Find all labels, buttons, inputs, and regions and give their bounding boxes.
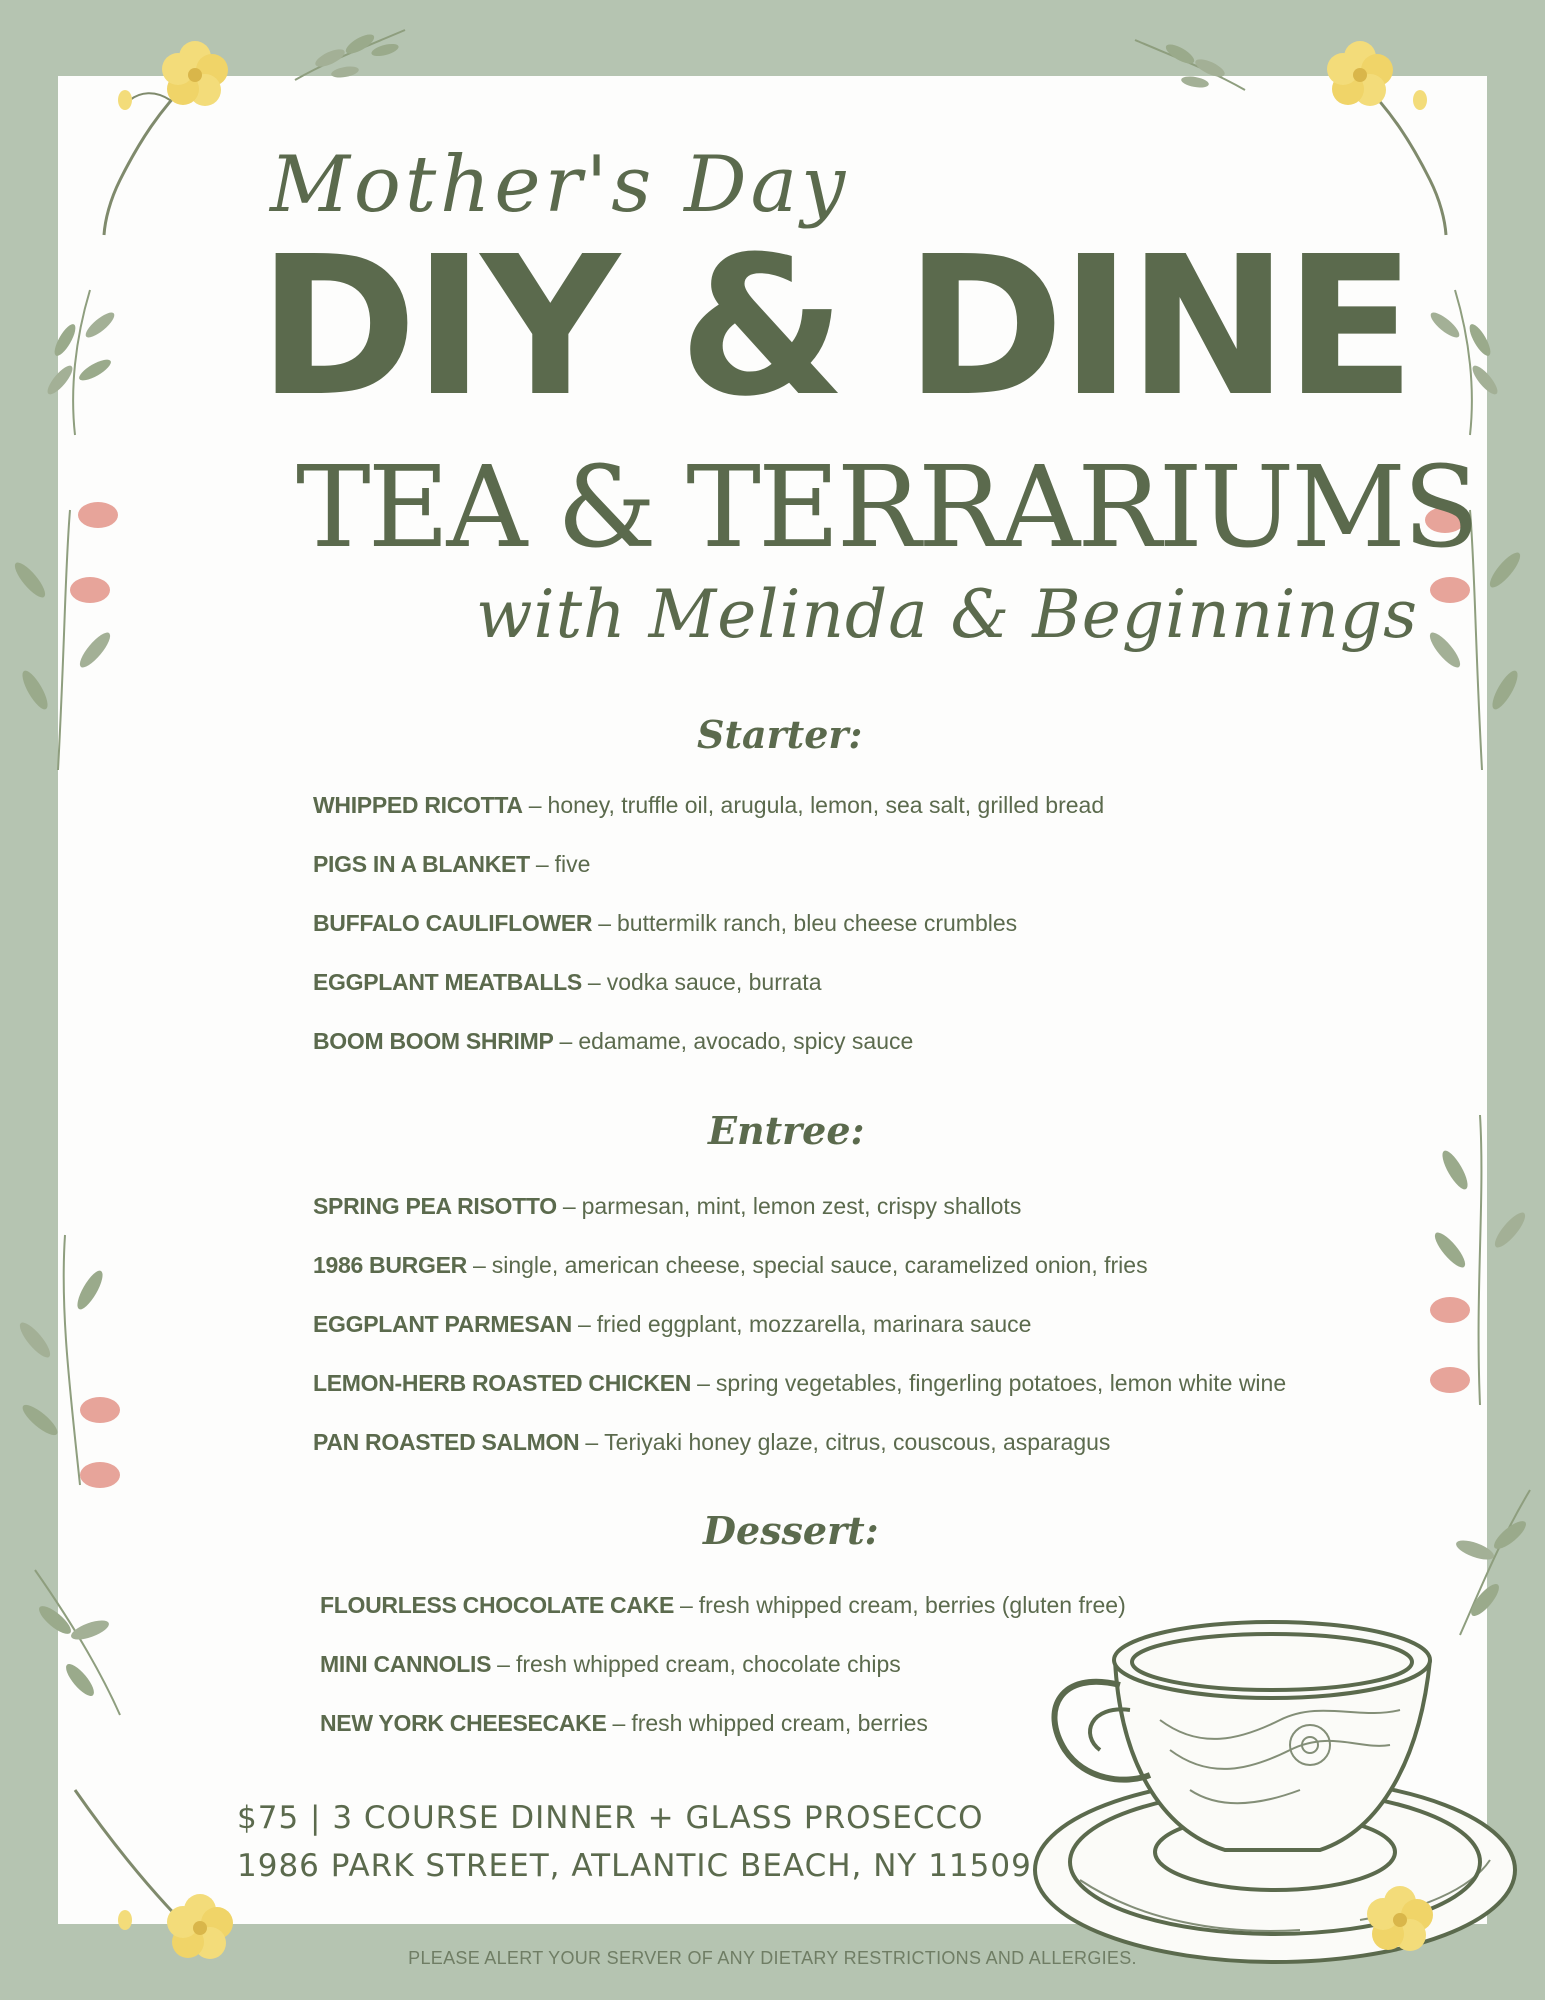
yellow-flower-icon — [60, 1780, 240, 1970]
list-item: FLOURLESS CHOCOLATE CAKE – fresh whipped cream, berries (gluten free) — [320, 1592, 1126, 1618]
pink-flower-icon — [1425, 1110, 1535, 1410]
list-item: SPRING PEA RISOTTO – parmesan, mint, lemon zest, crispy shallots — [313, 1193, 1022, 1219]
price-line: $75 | 3 COURSE DINNER + GLASS PROSECCO — [237, 1800, 984, 1836]
leaf-sprig-icon — [20, 1560, 130, 1720]
section-title-entree: Entree: — [708, 1108, 865, 1153]
list-item: EGGPLANT PARMESAN – fried eggplant, mozzarella, marinara sauce — [313, 1311, 1032, 1337]
list-item: BUFFALO CAULIFLOWER – buttermilk ranch, bleu cheese crumbles — [313, 910, 1018, 936]
section-title-starter: Starter: — [697, 712, 863, 757]
list-item: NEW YORK CHEESECAKE – fresh whipped cream, berries — [320, 1710, 928, 1736]
dessert-list — [320, 1590, 1126, 1767]
pink-flower-icon — [10, 490, 120, 780]
leaf-sprig-icon — [1130, 30, 1250, 100]
event-theme: TEA & TERRARIUMS — [296, 443, 1477, 573]
starter-list — [313, 790, 1104, 1085]
list-item: PAN ROASTED SALMON – Teriyaki honey glaze, citrus, couscous, asparagus — [313, 1429, 1111, 1455]
list-item: WHIPPED RICOTTA – honey, truffle oil, arugula, lemon, sea salt, grilled bread — [313, 792, 1105, 818]
yellow-flower-icon — [60, 20, 240, 240]
event-host: with Melinda & Beginnings — [476, 576, 1418, 653]
leaf-sprig-icon — [1425, 280, 1515, 440]
leaf-sprig-icon — [30, 280, 120, 440]
leaf-sprig-icon — [290, 20, 410, 90]
list-item: BOOM BOOM SHRIMP – edamame, avocado, spicy sauce — [313, 1028, 914, 1054]
yellow-flower-icon — [1300, 20, 1500, 240]
event-title: DIY & DINE — [258, 216, 1412, 439]
list-item: 1986 BURGER – single, american cheese, special sauce, caramelized onion, fries — [313, 1252, 1148, 1278]
section-title-dessert: Dessert: — [703, 1508, 879, 1553]
event-subtitle: Mother's Day — [270, 140, 850, 230]
list-item: MINI CANNOLIS – fresh whipped cream, chocolate chips — [320, 1651, 901, 1677]
pink-flower-icon — [10, 1230, 120, 1490]
list-item: LEMON-HERB ROASTED CHICKEN – spring vegetables, fingerling potatoes, lemon white wine — [313, 1370, 1287, 1396]
address: 1986 PARK STREET, ATLANTIC BEACH, NY 11509 — [237, 1848, 1032, 1884]
list-item: EGGPLANT MEATBALLS – vodka sauce, burrata — [313, 969, 822, 995]
dietary-notice: PLEASE ALERT YOUR SERVER OF ANY DIETARY RESTRICTIONS AND ALLERGIES. — [408, 1948, 1137, 1968]
entree-list — [313, 1191, 1286, 1486]
list-item: PIGS IN A BLANKET – five — [313, 851, 591, 877]
